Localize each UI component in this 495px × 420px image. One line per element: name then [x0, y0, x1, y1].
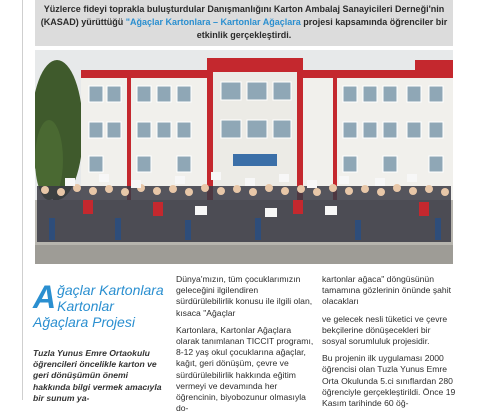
column-rule: [22, 0, 23, 400]
article-column-2: [176, 274, 316, 420]
intro-line-3: etkinlik gerçekleştirdi.: [196, 30, 292, 40]
column-3-paragraph-3: Bu projenin ilk uygulaması 2000 öğrencisi olan Tuzla Yunus Emre Orta Okulunda 5.ci sınıflardan 280 öğrenciyle gerçekleştirildi. Önce 19 Kasım tarihinde 60 öğ-: [322, 353, 456, 409]
column-3-paragraph-2: ve gelecek nesli tüketici ve çevre bekçilerine dönüşecekleri bir sosyal sorumluluk projesidir.: [322, 313, 448, 347]
headline-line-1: ğaçlar Kartonlara: [57, 282, 164, 298]
headline-line-2: Kartonlar Ağaçlara Projesi: [33, 298, 135, 330]
column-2-paragraph-2: Kartonlara, Kartonlar Ağaçlara olarak tanımlanan TICCIT programı, 8-12 yaş okul çocuklarına ağaçlar, kağıt, geri dönüşüm, çevre ve sürdürülebilirlik hakkında eğitim vermeyi ve devamında her öğrencinin, biyobozunur olmasıyla do-: [176, 324, 314, 414]
column-2-paragraph-1: Dünya'mızın, tüm çocuklarımızın geleceğini ilgilendiren sürdürülebilirlik konusu ile ilgili olan, kısaca "Ağaçlar: [176, 274, 313, 318]
article-column-3: [322, 274, 457, 415]
column-3-paragraph-1: kartonlar ağaca" döngüsünün tamamına gözlerinin önünde şahit olacakları: [322, 274, 451, 307]
intro-text: [35, 3, 453, 42]
school-group-photo: [35, 50, 453, 264]
intro-line-2: [35, 16, 453, 29]
intro-line-2-pre: (KASAD) yürüttüğü: [40, 17, 126, 27]
intro-line-1: Yüzlerce fideyi toprakla buluşturdular Danışmanlığını Karton Ambalaj Sanayicileri Derneği'nin: [43, 4, 445, 14]
project-name-highlight: "Ağaçlar Kartonlara – Kartonlar Ağaçlara: [125, 17, 301, 27]
article-column-1: [33, 279, 165, 404]
column-1-text: Tuzla Yunus Emre Ortaokulu öğrencileri öncelikle karton ve geri dönüşümün önemi hakkında bilgi vermek amacıyla bir sunum ya-: [33, 348, 162, 403]
article-headline: [33, 279, 165, 330]
headline-drop-cap: A: [33, 279, 57, 315]
intro-line-2-post: projesi kapsamında öğrenciler bir: [300, 17, 448, 27]
